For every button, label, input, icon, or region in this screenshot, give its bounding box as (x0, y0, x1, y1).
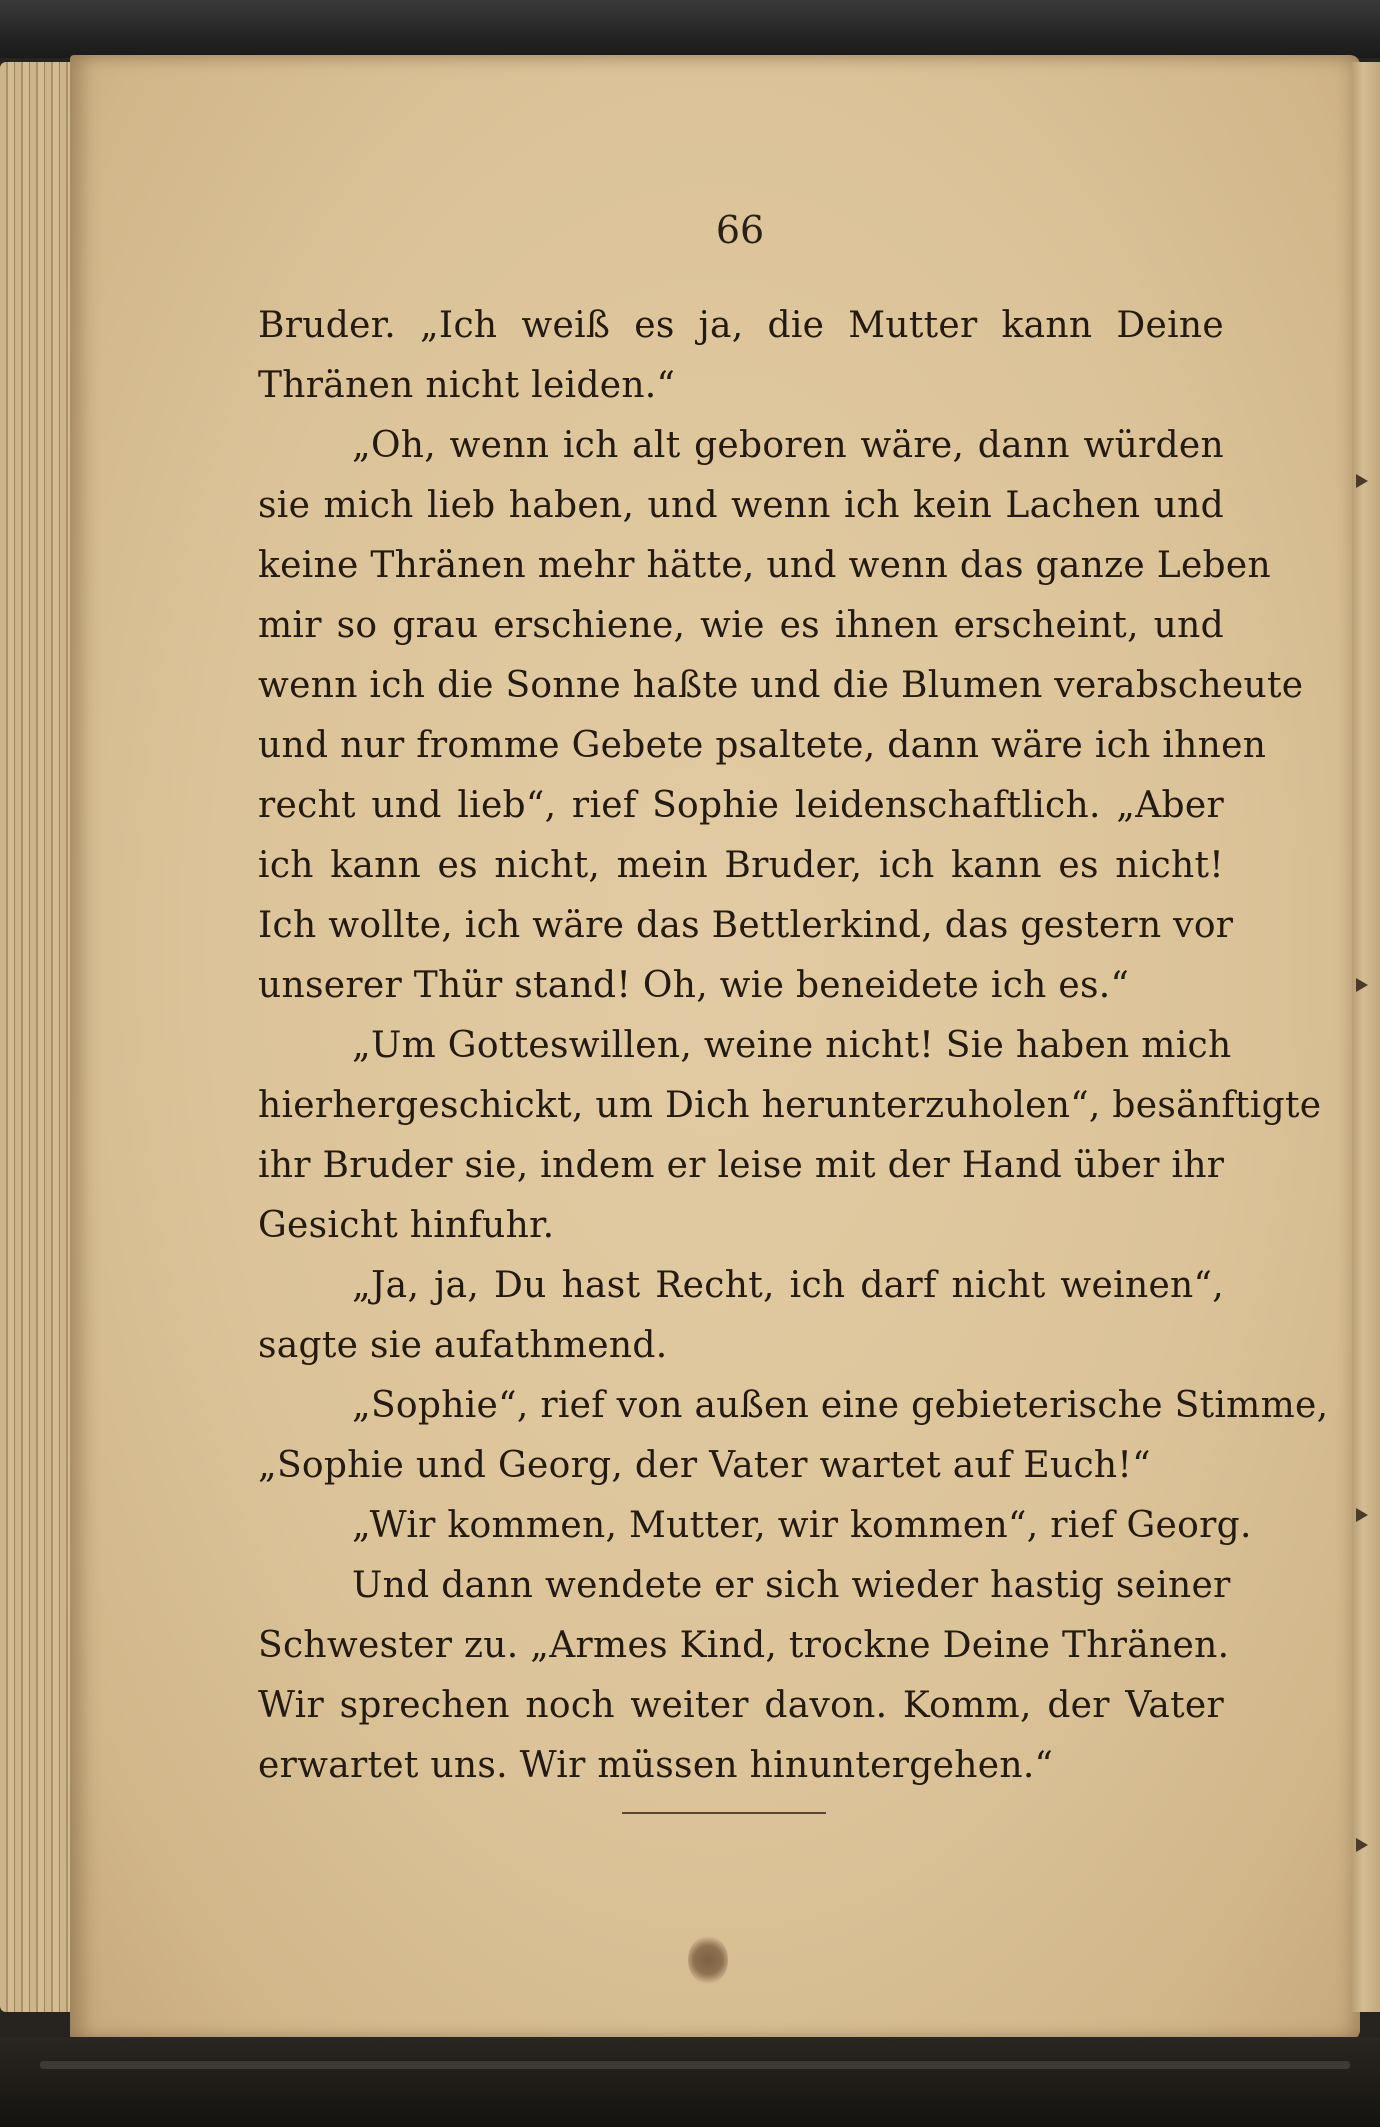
body-text (258, 296, 1329, 1796)
text-line: und nur fromme Gebete psaltete, dann wäre ich ihnen (258, 725, 1267, 766)
text-line: unserer Thür stand! Oh, wie beneidete ich es.“ (258, 965, 1130, 1006)
paper-stain (688, 1935, 728, 1985)
text-line: „Sophie und Georg, der Vater wartet auf Euch!“ (258, 1445, 1151, 1486)
text-line: „Wir kommen, Mutter, wir kommen“, rief Georg. (352, 1505, 1252, 1546)
text-line: sagte sie aufathmend. (258, 1325, 668, 1366)
text-line: Schwester zu. „Armes Kind, trockne Deine Thränen. (258, 1625, 1230, 1666)
text-line: „Oh, wenn ich alt geboren wäre, dann würden (352, 425, 1224, 466)
text-line: „Ja, ja, Du hast Recht, ich darf nicht weinen“, (352, 1265, 1224, 1306)
text-line: Und dann wendete er sich wieder hastig seiner (352, 1565, 1231, 1606)
text-line: Gesicht hinfuhr. (258, 1205, 555, 1246)
edge-tick-mark (1356, 474, 1368, 488)
text-line: „Sophie“, rief von außen eine gebieterische Stimme, (352, 1385, 1329, 1426)
edge-tick-mark (1356, 978, 1368, 992)
bottom-band (0, 2037, 1380, 2127)
text-line: erwartet uns. Wir müssen hinuntergehen.“ (258, 1745, 1054, 1786)
page-number: 66 (715, 208, 765, 252)
text-line: hierhergeschickt, um Dich herunterzuholen“, besänftigte (258, 1085, 1322, 1126)
section-end-rule (622, 1812, 826, 1814)
text-line: Thränen nicht leiden.“ (258, 365, 676, 406)
text-line: ich kann es nicht, mein Bruder, ich kann es nicht! (258, 845, 1224, 886)
text-line: „Um Gotteswillen, weine nicht! Sie haben mich (352, 1025, 1232, 1066)
edge-tick-mark (1356, 1838, 1368, 1852)
text-line: ihr Bruder sie, indem er leise mit der Hand über ihr (258, 1145, 1225, 1186)
text-line: keine Thränen mehr hätte, und wenn das ganze Leben (258, 545, 1271, 586)
text-line: Bruder. „Ich weiß es ja, die Mutter kann Deine (258, 305, 1224, 346)
next-leaf-edge (1352, 62, 1380, 2012)
edge-tick-mark (1356, 1508, 1368, 1522)
text-line: Wir sprechen noch weiter davon. Komm, der Vater (258, 1685, 1224, 1726)
text-line: sie mich lieb haben, und wenn ich kein Lachen und (258, 485, 1224, 526)
text-line: mir so grau erschiene, wie es ihnen erscheint, und (258, 605, 1224, 646)
text-line: Ich wollte, ich wäre das Bettlerkind, das gestern vor (258, 905, 1234, 946)
bottom-rule (40, 2061, 1350, 2069)
text-line: recht und lieb“, rief Sophie leidenschaftlich. „Aber (258, 785, 1224, 826)
text-line: wenn ich die Sonne haßte und die Blumen verabscheute (258, 665, 1304, 706)
binding-strip (0, 0, 1380, 58)
